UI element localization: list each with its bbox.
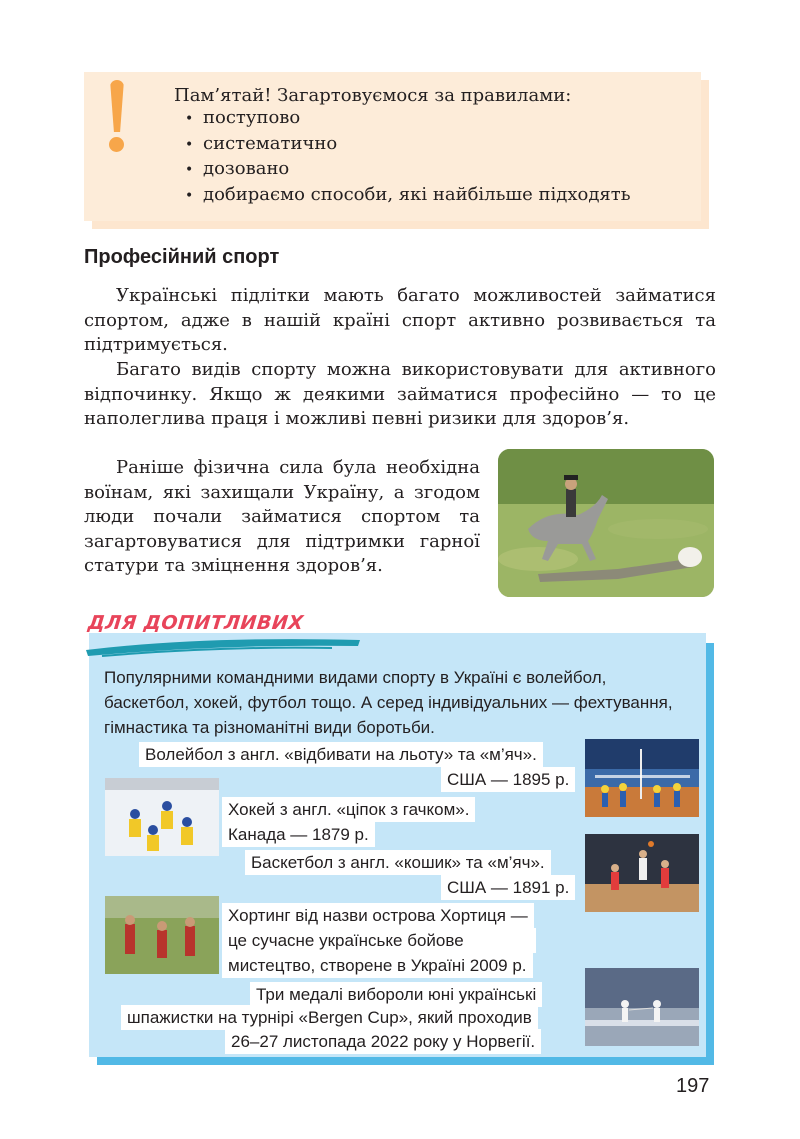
hockey-line-1: Хокей з англ. «ціпок з гачком». [222,797,475,822]
section-heading: Професійний спорт [84,246,280,268]
volleyball-line-1: Волейбол з англ. «відбивати на льоту» та «м’яч». [139,742,543,767]
horting-line-1: Хортинг від назви острова Хортиця — [222,903,534,928]
list-item: • систематично [185,132,631,158]
fencing-photo [585,968,699,1046]
curious-title: ДЛЯ ДОПИТЛИВИХ [86,612,305,634]
horting-photo [105,896,219,974]
basketball-photo [585,834,699,912]
exclamation-dot [109,137,124,152]
list-item: • дозовано [185,157,631,183]
paragraph: Багато видів спорту можна використовувати для активного відпочинку. Якщо ж деякими займатися професійно — то це наполеглива праця і можливі певні ризики для здоров’я. [84,359,716,430]
hockey-line-2: Канада — 1879 р. [222,822,375,847]
list-item: • добираємо способи, які найбільше підходять [185,183,631,209]
fencing-line-3: 26–27 листопада 2022 року у Норвегії. [225,1029,541,1054]
horse-rider-photo [498,449,714,597]
fencing-line-1: Три медалі вибороли юні українські [250,982,542,1007]
reminder-title: Пам’ятай! Загартовуємося за правилами: [174,85,572,106]
page-number: 197 [676,1075,710,1097]
fencing-line-2: шпажистки на турнірі «Bergen Cup», який проходив [121,1005,538,1030]
paragraph: Українські підлітки мають багато можливостей займатися спортом, адже в нашій країні спорт активно розвивається та підтримується. [84,285,716,356]
paragraph: Раніше фізична сила була необхідна воїнам, які захищали Україну, а згодом люди почали займатися спортом та загартовуватися для підтримки гарної статури та зміцнення здоров’я. [84,457,480,577]
reminder-list [185,106,631,208]
curious-intro: Популярними командними видами спорту в Україні є волейбол, баскетбол, хокей, футбол тощо. А серед індивідуальних — фехтування, гімнастика та різноманітні види боротьби. [104,668,673,737]
basketball-line-1: Баскетбол з англ. «кошик» та «м’яч». [245,850,551,875]
hockey-photo [105,778,219,856]
volleyball-line-2: США — 1895 р. [441,767,575,792]
list-item: • поступово [185,106,631,132]
horting-line-3: мистецтво, створене в Україні 2009 р. [222,953,533,978]
basketball-line-2: США — 1891 р. [441,875,575,900]
horting-line-2: це сучасне українське бойове [222,928,536,953]
volleyball-photo [585,739,699,817]
